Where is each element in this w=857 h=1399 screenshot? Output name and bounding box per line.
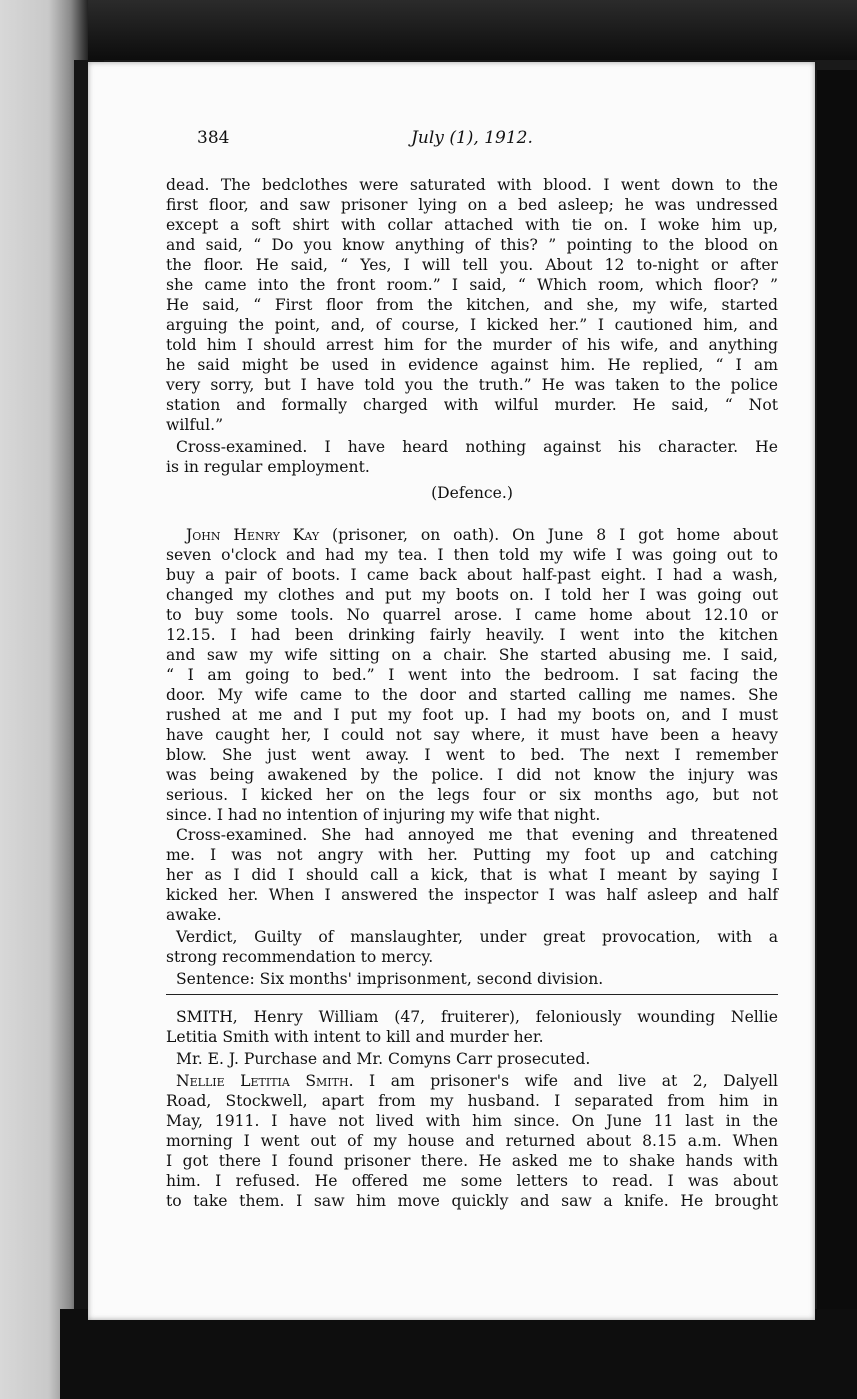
text-line: wilful.” <box>166 416 224 434</box>
page-number: 384 <box>197 128 230 148</box>
scan-background-right <box>817 70 857 1340</box>
witness-name: John Henry Kay <box>186 526 320 544</box>
text-line: she came into the front room.” I said, “ Which room, which floor? ” <box>166 276 778 294</box>
text-line: her as I did I should call a kick, that is what I meant by saying I <box>166 866 778 884</box>
text-line: except a soft shirt with collar attached with tie on. I woke him up, <box>166 216 778 234</box>
text-line: buy a pair of boots. I came back about half-past eight. I had a wash, <box>166 566 778 584</box>
section-heading-defence: (Defence.) <box>431 484 513 502</box>
text-line: kicked her. When I answered the inspector I was half asleep and half <box>166 886 778 904</box>
text-line: “ I am going to bed.” I went into the bedroom. I sat facing the <box>166 666 778 684</box>
text-line: Cross-examined. She had annoyed me that evening and threatened <box>176 826 778 844</box>
text-line: serious. I kicked her on the legs four or six months ago, but not <box>166 786 778 804</box>
text-line: since. I had no intention of injuring my wife that night. <box>166 806 601 824</box>
text-line: Cross-examined. I have heard nothing against his character. He <box>176 438 778 456</box>
text-line: arguing the point, and, of course, I kicked her.” I cautioned him, and <box>166 316 778 334</box>
book-page <box>88 62 815 1320</box>
verdict-line: Verdict, Guilty of manslaughter, under great provocation, with a <box>176 928 778 946</box>
text-line <box>186 525 778 545</box>
text-line: rushed at me and I put my foot up. I had my boots on, and I must <box>166 706 778 724</box>
text-line: is in regular employment. <box>166 458 370 476</box>
text-line: door. My wife came to the door and started calling me names. She <box>166 686 778 704</box>
text-line <box>176 1071 778 1091</box>
text-line: to buy some tools. No quarrel arose. I came home about 12.10 or <box>166 606 778 624</box>
running-header <box>166 128 778 152</box>
witness-name: Nellie Letitia Smith <box>176 1072 349 1090</box>
text-line: dead. The bedclothes were saturated with blood. I went down to the <box>166 176 778 194</box>
text-line: to take them. I saw him move quickly and saw a knife. He brought <box>166 1192 778 1210</box>
case-heading-line: SMITH, Henry William (47, fruiterer), feloniously wounding Nellie <box>176 1008 778 1026</box>
text-line: May, 1911. I have not lived with him since. On June 11 last in the <box>166 1112 778 1130</box>
text-line: me. I was not angry with her. Putting my foot up and catching <box>166 846 778 864</box>
text-line: seven o'clock and had my tea. I then told my wife I was going out to <box>166 546 778 564</box>
text-line: He said, “ First floor from the kitchen, and she, my wife, started <box>166 296 778 314</box>
text-line: have caught her, I could not say where, it must have been a heavy <box>166 726 778 744</box>
sentence-line: Sentence: Six months' imprisonment, second division. <box>176 970 604 988</box>
text-line: and saw my wife sitting on a chair. She started abusing me. I said, <box>166 646 778 664</box>
text-fragment: . I am prisoner's wife and live at 2, Dalyell <box>348 1072 778 1090</box>
header-date: July (1), 1912. <box>411 128 533 148</box>
text-line: awake. <box>166 906 222 924</box>
text-line: first floor, and saw prisoner lying on a bed asleep; he was undressed <box>166 196 778 214</box>
case-heading-line: Letitia Smith with intent to kill and murder her. <box>166 1028 544 1046</box>
text-line: he said might be used in evidence against him. He replied, “ I am <box>166 356 778 374</box>
text-line: very sorry, but I have told you the truth.” He was taken to the police <box>166 376 778 394</box>
text-line: station and formally charged with wilful murder. He said, “ Not <box>166 396 778 414</box>
verdict-line: strong recommendation to mercy. <box>166 948 434 966</box>
scan-background-top <box>0 0 857 60</box>
text-line: Road, Stockwell, apart from my husband. I separated from him in <box>166 1092 778 1110</box>
scan-background-bottom <box>60 1309 857 1399</box>
text-line: was being awakened by the police. I did not know the injury was <box>166 766 778 784</box>
text-line: I got there I found prisoner there. He asked me to shake hands with <box>166 1152 778 1170</box>
text-line: morning I went out of my house and returned about 8.15 a.m. When <box>166 1132 778 1150</box>
section-divider <box>166 994 778 995</box>
text-line: the floor. He said, “ Yes, I will tell you. About 12 to-night or after <box>166 256 778 274</box>
text-line: blow. She just went away. I went to bed. The next I remember <box>166 746 778 764</box>
text-line: told him I should arrest him for the murder of his wife, and anything <box>166 336 778 354</box>
text-line: changed my clothes and put my boots on. I told her I was going out <box>166 586 778 604</box>
text-fragment: (prisoner, on oath). On June 8 I got home about <box>319 526 778 544</box>
text-line: him. I refused. He offered me some letters to read. I was about <box>166 1172 778 1190</box>
prosecution-line: Mr. E. J. Purchase and Mr. Comyns Carr prosecuted. <box>176 1050 591 1068</box>
text-line: and said, “ Do you know anything of this? ” pointing to the blood on <box>166 236 778 254</box>
text-line: 12.15. I had been drinking fairly heavily. I went into the kitchen <box>166 626 778 644</box>
